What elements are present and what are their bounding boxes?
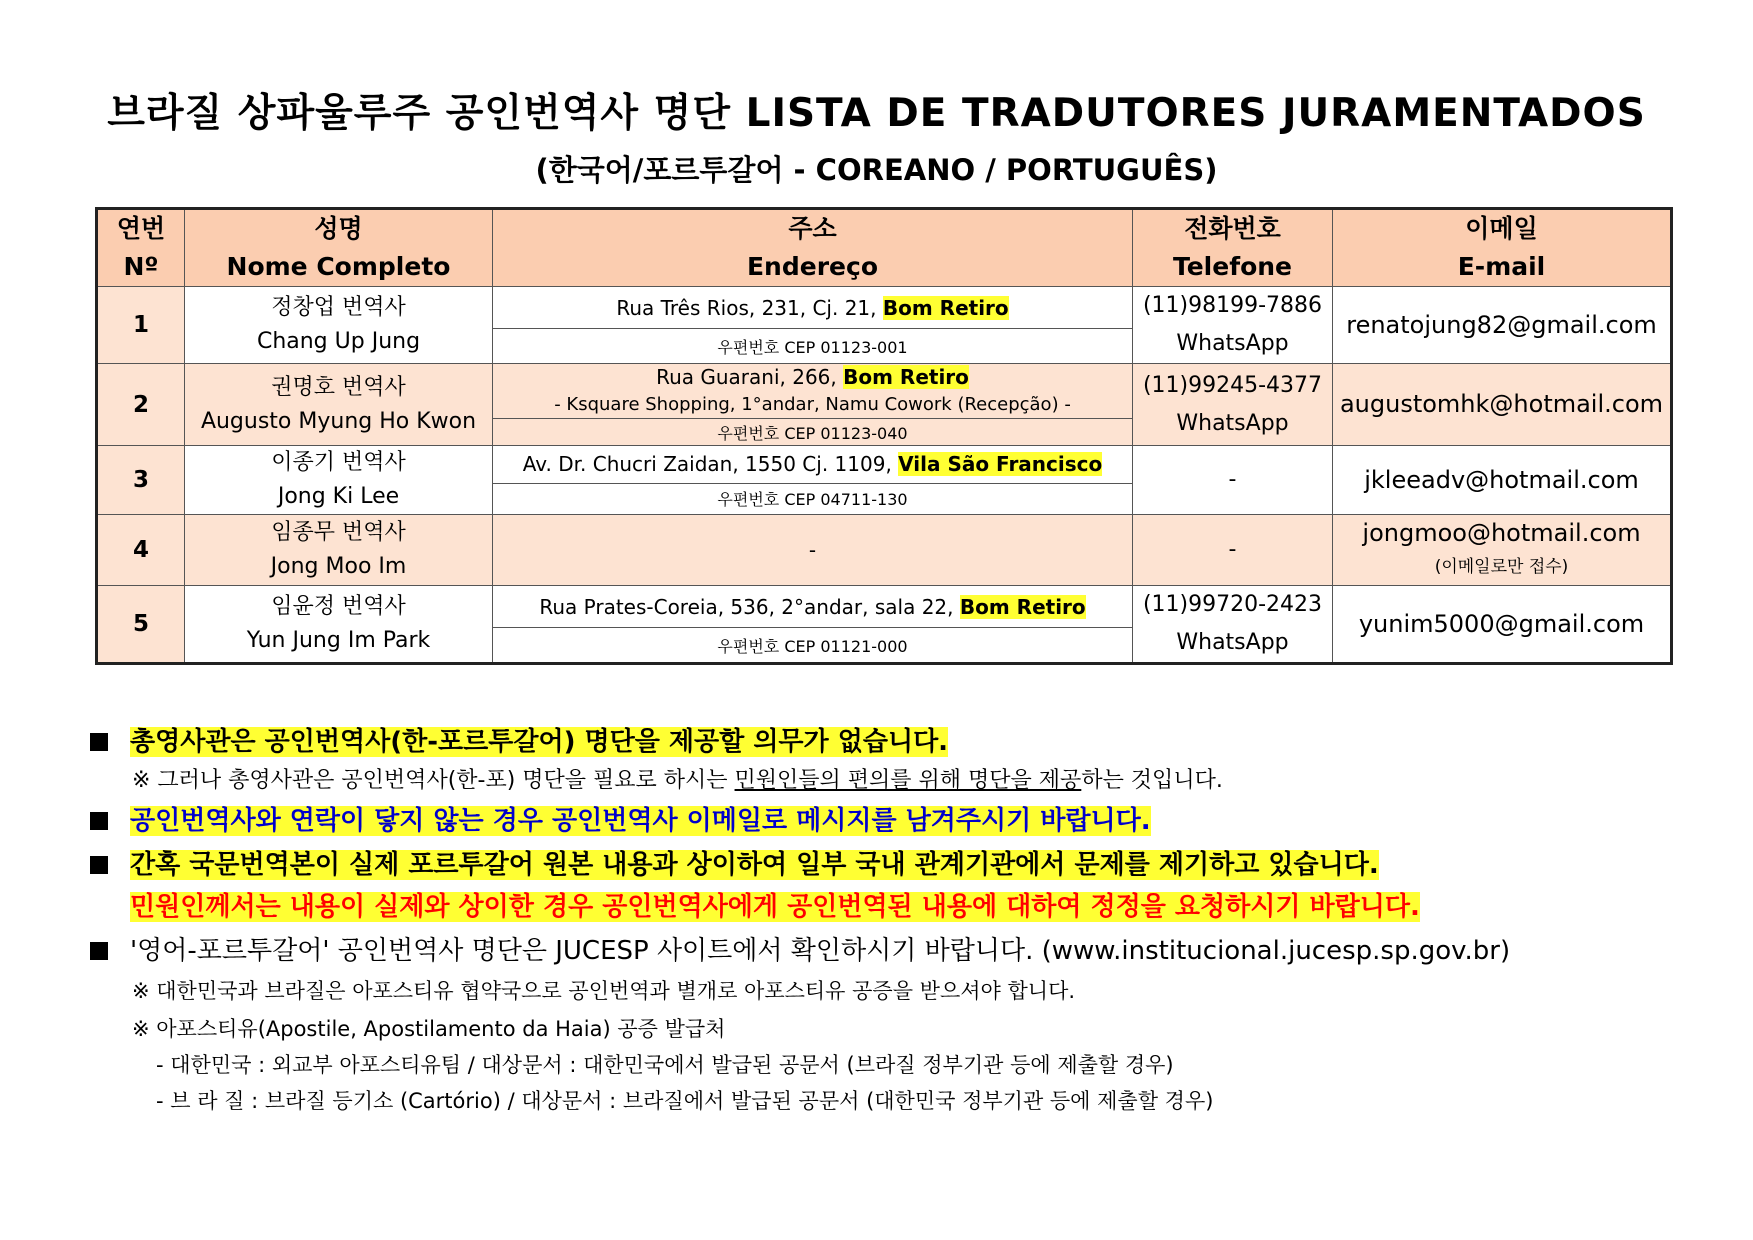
translator-table xyxy=(95,207,1673,665)
address: Rua Guarani, 266, Bom Retiro - Ksquare Shopping, 1°andar, Namu Cowork (Recepção) - xyxy=(493,364,1133,419)
note-provided-for-convenience: ※ 그러나 총영사관은 공인번역사(한-포) 명단을 필요로 하시는 민원인들의 편의를 위해 명단을 제공하는 것입니다. xyxy=(132,768,1223,793)
bullet-square-icon xyxy=(90,856,108,874)
note-jucesp-list: '영어-포르투갈어' 공인번역사 명단은 JUCESP 사이트에서 확인하시기 바랍니다. (www.institucional.jucesp.sp.gov.br) xyxy=(90,932,1710,970)
table-row xyxy=(97,364,1672,419)
email-link[interactable]: jongmoo@hotmail.com xyxy=(1362,518,1641,547)
phone: - xyxy=(1133,515,1333,586)
email-link[interactable]: jkleeadv@hotmail.com xyxy=(1333,446,1672,515)
bullet-square-icon xyxy=(90,942,108,960)
page-subtitle: (한국어/포르투갈어 - COREANO / PORTUGUÊS) xyxy=(535,153,1218,187)
header-name: 성명 Nome Completo xyxy=(185,209,493,287)
page-title: 브라질 상파울루주 공인번역사 명단 LISTA DE TRADUTORES JURAMENTADOS xyxy=(107,91,1646,136)
header-num: 연번 Nº xyxy=(97,209,185,287)
table-row xyxy=(97,446,1672,484)
email-cell xyxy=(1333,515,1672,586)
email-note: (이메일로만 접수) xyxy=(1434,556,1569,577)
bullet-square-icon xyxy=(90,733,108,751)
row-number: 5 xyxy=(97,586,185,664)
note-request-correction: 민원인께서는 내용이 실제와 상이한 경우 공인번역사에게 공인번역된 내용에 대하여 정정을 요청하시기 바랍니다. xyxy=(130,892,1420,922)
translator-name: 이종기 번역사 Jong Ki Lee xyxy=(185,446,493,515)
note-apostille-brazil: - 브 라 질 : 브라질 등기소 (Cartório) / 대상문서 : 브라질에서 발급된 공문서 (대한민국 정부기관 등에 제출할 경우) xyxy=(156,1089,1214,1113)
phone: (11)99245-4377 WhatsApp xyxy=(1133,364,1333,446)
bullet-square-icon xyxy=(90,812,108,830)
note-apostille-required: ※ 대한민국과 브라질은 아포스티유 협약국으로 공인번역과 별개로 아포스티유 공증을 받으셔야 합니다. xyxy=(132,979,1076,1003)
district-highlight: Bom Retiro xyxy=(959,594,1086,619)
translator-name: 정창업 번역사 Chang Up Jung xyxy=(185,287,493,364)
row-number: 1 xyxy=(97,287,185,364)
translator-name: 임윤정 번역사 Yun Jung Im Park xyxy=(185,586,493,664)
notes-section xyxy=(90,722,1710,1118)
row-number: 3 xyxy=(97,446,185,515)
email-link[interactable]: renatojung82@gmail.com xyxy=(1333,287,1672,364)
district-highlight: Bom Retiro xyxy=(882,295,1009,320)
table-row xyxy=(97,287,1672,329)
address: Rua Prates-Coreia, 536, 2°andar, sala 22, Bom Retiro xyxy=(493,586,1133,628)
district-highlight: Vila São Francisco xyxy=(898,452,1103,477)
address: Rua Três Rios, 231, Cj. 21, Bom Retiro xyxy=(493,287,1133,329)
row-number: 4 xyxy=(97,515,185,586)
note-contact-by-email: 공인번역사와 연락이 닿지 않는 경우 공인번역사 이메일로 메시지를 남겨주시기 바랍니다. xyxy=(90,802,1710,840)
email-link[interactable]: augustomhk@hotmail.com xyxy=(1333,364,1672,446)
postal-code: 우편번호 CEP 01121-000 xyxy=(493,628,1133,664)
address: Av. Dr. Chucri Zaidan, 1550 Cj. 1109, Vila São Francisco xyxy=(493,446,1133,484)
postal-code: 우편번호 CEP 01123-040 xyxy=(493,419,1133,446)
note-translation-discrepancy: 간혹 국문번역본이 실제 포르투갈어 원본 내용과 상이하여 일부 국내 관계기관에서 문제를 제기하고 있습니다. xyxy=(90,846,1710,884)
phone: - xyxy=(1133,446,1333,515)
table-header-row xyxy=(97,209,1672,287)
header-email: 이메일 E-mail xyxy=(1333,209,1672,287)
table-row xyxy=(97,586,1672,628)
postal-code: 우편번호 CEP 01123-001 xyxy=(493,329,1133,364)
table-row xyxy=(97,515,1672,586)
note-no-obligation: 총영사관은 공인번역사(한-포르투갈어) 명단을 제공할 의무가 없습니다. xyxy=(90,722,1710,762)
email-link[interactable]: yunim5000@gmail.com xyxy=(1333,586,1672,664)
row-number: 2 xyxy=(97,364,185,446)
postal-code: 우편번호 CEP 04711-130 xyxy=(493,483,1133,514)
translator-name: 권명호 번역사 Augusto Myung Ho Kwon xyxy=(185,364,493,446)
header-address: 주소 Endereço xyxy=(493,209,1133,287)
translator-name: 임종무 번역사 Jong Moo Im xyxy=(185,515,493,586)
note-apostille-issuers: ※ 아포스티유(Apostile, Apostilamento da Haia) 공증 발급처 xyxy=(132,1017,726,1041)
header-phone: 전화번호 Telefone xyxy=(1133,209,1333,287)
note-apostille-korea: - 대한민국 : 외교부 아포스티유팀 / 대상문서 : 대한민국에서 발급된 공문서 (브라질 정부기관 등에 제출할 경우) xyxy=(156,1053,1174,1077)
district-highlight: Bom Retiro xyxy=(843,365,969,389)
address: - xyxy=(493,515,1133,586)
phone: (11)99720-2423 WhatsApp xyxy=(1133,586,1333,664)
phone: (11)98199-7886 WhatsApp xyxy=(1133,287,1333,364)
